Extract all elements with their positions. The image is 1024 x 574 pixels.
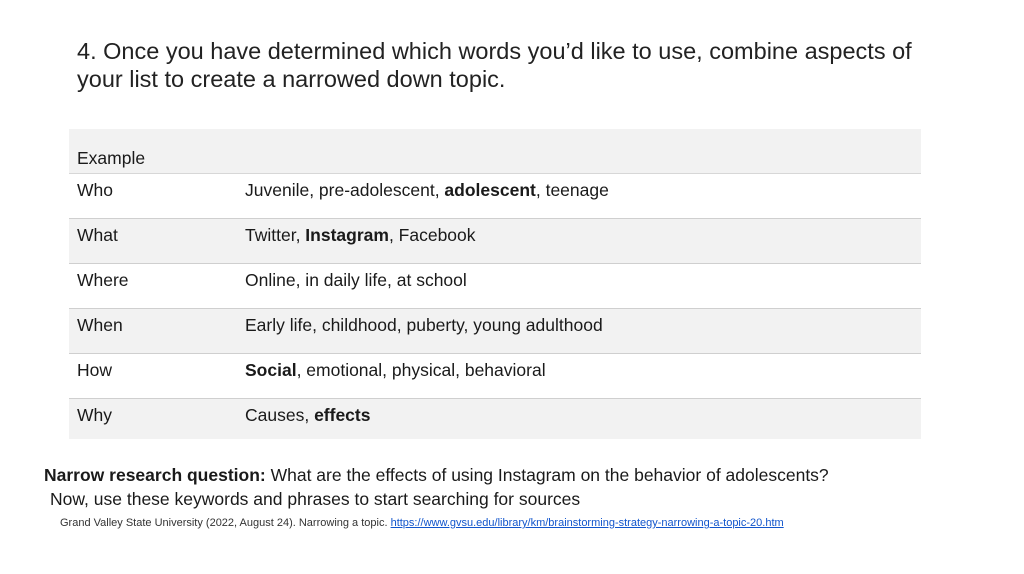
selected-keyword: Instagram (305, 225, 389, 245)
row-label: How (77, 360, 113, 380)
selected-keyword: Social (245, 360, 297, 380)
table-row (69, 399, 921, 439)
table-header-label: Example (77, 148, 146, 168)
row-label: Why (77, 405, 112, 425)
row-label: Who (77, 180, 113, 200)
row-keywords: Juvenile, pre-adolescent, adolescent, teenage (245, 180, 609, 200)
selected-keyword: adolescent (444, 180, 536, 200)
citation-text: Grand Valley State University (2022, August 24). Narrowing a topic. (60, 517, 391, 529)
keyword-table (69, 129, 921, 439)
row-keywords: Twitter, Instagram, Facebook (245, 225, 476, 245)
row-label: Where (77, 270, 129, 290)
citation-link[interactable]: https://www.gvsu.edu/library/km/brainstorming-strategy-narrowing-a-topic-20.htm (390, 517, 784, 529)
row-keywords: Causes, effects (245, 405, 371, 425)
row-label: What (77, 225, 118, 245)
table-row (69, 219, 921, 264)
selected-keyword: effects (314, 405, 371, 425)
table-header-row (69, 129, 921, 174)
row-keywords: Early life, childhood, puberty, young adulthood (245, 315, 603, 335)
table-row (69, 354, 921, 399)
row-keywords: Social, emotional, physical, behavioral (245, 360, 546, 380)
slide-title: 4. Once you have determined which words you’d like to use, combine aspects of your list to create a narrowed down topic. (77, 38, 912, 92)
instruction-line: Now, use these keywords and phrases to start searching for sources (50, 489, 581, 509)
question-text: What are the effects of using Instagram on the behavior of adolescents? (265, 465, 829, 485)
table-row (69, 309, 921, 354)
table-row (69, 174, 921, 219)
research-question (44, 463, 829, 511)
question-label: Narrow research question: (44, 465, 266, 485)
row-keywords: Online, in daily life, at school (245, 270, 467, 290)
citation (60, 517, 784, 529)
row-label: When (77, 315, 123, 335)
table-row (69, 264, 921, 309)
